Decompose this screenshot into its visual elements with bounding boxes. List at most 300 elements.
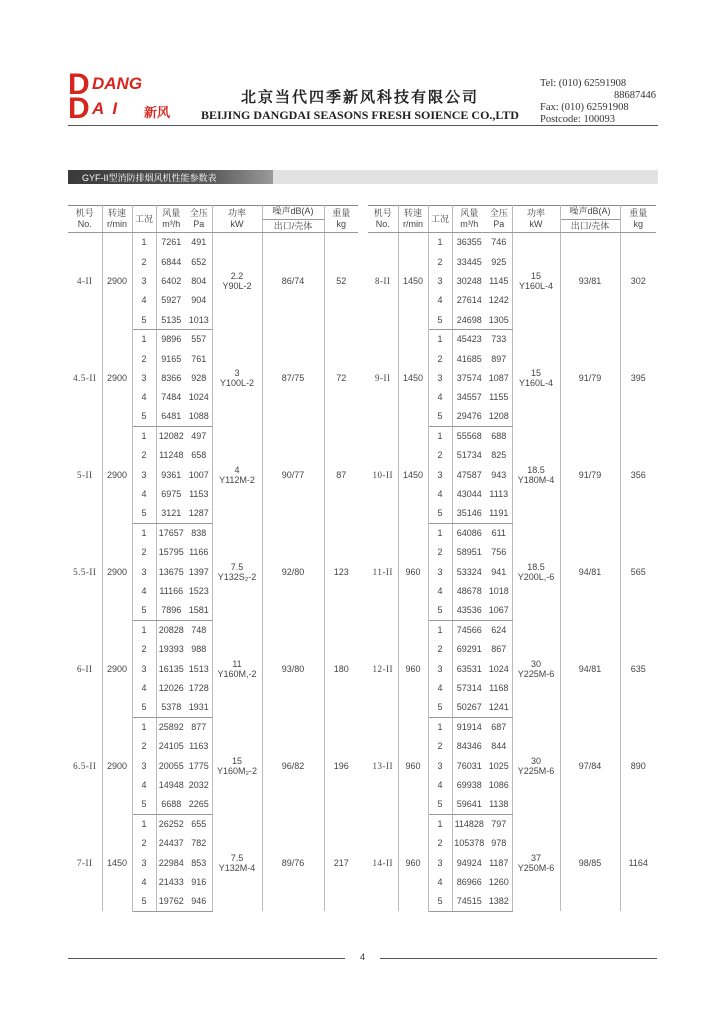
fan-model: 5-II [68,426,102,523]
motor-type: Y160M,-2 [217,668,257,679]
total-pressure: 1260 [486,872,512,891]
total-pressure: 928 [186,368,212,387]
total-pressure: 655 [186,814,212,833]
fan-speed: 960 [398,523,428,620]
air-flow: 14948 [158,780,184,791]
contact-postcode: Postcode: 100093 [540,114,615,125]
air-flow: 58951 [456,547,482,558]
fan-speed: 2900 [102,523,132,620]
air-flow: 59641 [452,795,486,814]
condition-no: 1 [132,233,156,252]
air-flow: 19762 [156,892,186,911]
air-flow: 24698 [452,310,486,329]
company-name-en: BEIJING DANGDAI SEASONS FRESH SOIENCE CO.,LTD [201,108,519,122]
fan-weight: 217 [333,857,349,868]
table-row [68,717,358,736]
fan-weight: 635 [630,663,646,674]
total-pressure: 1581 [186,601,212,620]
table-body-right [368,233,656,912]
fan-weight: 356 [630,469,646,480]
col-header-noise: 噪声dB(A) 出口/壳体 [262,206,324,233]
col-header-condition: 工况 [132,206,156,233]
total-pressure: 497 [186,426,212,445]
condition-no: 3 [428,853,452,872]
total-pressure: 946 [186,892,212,911]
air-flow: 57314 [456,683,482,694]
total-pressure: 1242 [486,291,512,310]
total-pressure: 838 [186,523,212,542]
col-header-flow: 风量 m³/h [156,206,186,233]
condition-no: 1 [428,717,452,736]
motor-power [212,523,262,620]
air-flow: 11248 [159,450,184,461]
motor-type: Y200L,-6 [517,571,555,582]
total-pressure: 1163 [186,737,212,756]
power-kw: 30 [530,658,541,669]
logo-text-ai: A I [92,99,120,118]
performance-table-left [68,205,358,912]
noise-level: 94/81 [560,620,620,717]
condition-no: 3 [132,853,156,872]
air-flow: 5927 [161,295,182,306]
air-flow: 33445 [456,256,482,267]
total-pressure: 624 [486,620,512,639]
total-pressure: 1025 [486,756,512,775]
fan-model: 6.5-II [68,717,102,814]
power-kw: 18.5 [527,464,545,475]
condition-no: 4 [132,775,156,794]
motor-power [212,233,262,330]
company-name-cn: 北京当代四季新风科技有限公司 [240,90,479,106]
fan-speed: 960 [398,814,428,911]
motor-type: Y160L-4 [518,377,554,388]
condition-no: 1 [428,426,452,445]
noise-level: 93/80 [262,620,324,717]
total-pressure: 1013 [186,310,212,329]
motor-power [512,620,560,717]
total-pressure: 1113 [486,485,512,504]
fan-speed: 1450 [398,426,428,523]
condition-no: 1 [428,523,452,542]
total-pressure: 941 [486,562,512,581]
total-pressure: 1382 [486,892,512,911]
power-kw: 18.5 [527,561,545,572]
motor-type: Y180M-4 [517,474,555,485]
air-flow: 36355 [456,237,482,248]
noise-level: 89/76 [262,814,324,911]
total-pressure: 1088 [186,407,212,426]
motor-type: Y160M₂-2 [216,765,257,776]
total-pressure: 804 [186,271,212,290]
condition-no: 3 [428,756,452,775]
total-pressure: 1775 [186,756,212,775]
total-pressure: 1931 [186,698,212,717]
performance-table-right [368,205,656,912]
condition-no: 2 [428,543,452,562]
condition-no: 2 [428,640,452,659]
col-header-power: 功率 kW [212,206,262,233]
fan-speed: 2900 [102,620,132,717]
condition-no: 5 [132,310,156,329]
total-pressure: 916 [186,872,212,891]
condition-no: 2 [132,737,156,756]
fan-model: 6-II [68,620,102,717]
air-flow: 12082 [158,431,184,442]
air-flow: 13675 [158,566,184,577]
total-pressure: 1086 [486,775,512,794]
condition-no: 2 [132,640,156,659]
col-header-noise: 噪声dB(A) 出口/壳体 [560,206,620,233]
air-flow: 74515 [452,892,486,911]
condition-no: 3 [132,271,156,290]
fan-model: 7-II [68,814,102,911]
motor-type: Y225M-6 [517,765,555,776]
air-flow: 76031 [456,760,482,771]
noise-level: 94/81 [560,523,620,620]
total-pressure: 658 [186,446,212,465]
fan-weight: 890 [630,760,646,771]
air-flow: 69938 [456,780,482,791]
condition-no: 4 [428,678,452,697]
motor-power [212,620,262,717]
table-row [368,717,656,736]
total-pressure: 1138 [486,795,512,814]
noise-level: 97/84 [560,717,620,814]
condition-no: 5 [132,795,156,814]
condition-no: 4 [428,775,452,794]
air-flow: 69291 [456,644,482,655]
condition-no: 5 [428,310,452,329]
condition-no: 2 [428,737,452,756]
fan-model: 12-II [368,620,398,717]
table-row [368,523,656,542]
condition-no: 2 [428,834,452,853]
total-pressure: 1153 [186,485,212,504]
air-flow: 34557 [456,392,482,403]
condition-no: 4 [132,872,156,891]
condition-no: 3 [428,659,452,678]
condition-no: 1 [132,814,156,833]
condition-no: 4 [132,291,156,310]
motor-power [212,814,262,911]
air-flow: 63531 [456,663,482,674]
condition-no: 3 [428,562,452,581]
motor-type: Y250M-6 [517,862,555,873]
table-row [68,523,358,542]
table-body-left [68,233,358,912]
condition-no: 5 [428,698,452,717]
power-kw: 11 [232,658,242,669]
col-header-weight: 重量 kg [620,206,656,233]
condition-no: 5 [428,504,452,523]
noise-level: 92/80 [262,523,324,620]
motor-type: Y100L-2 [219,377,255,388]
total-pressure: 1191 [486,504,512,523]
noise-level: 96/82 [262,717,324,814]
logo-letter-d-bottom: D [68,92,90,125]
fan-speed: 2900 [102,426,132,523]
air-flow: 25892 [158,722,184,733]
air-flow: 3121 [156,504,186,523]
air-flow: 17657 [158,528,184,539]
table-row [68,329,358,348]
air-flow: 43536 [452,601,486,620]
power-kw: 15 [530,271,541,282]
total-pressure: 1241 [486,698,512,717]
total-pressure: 746 [486,233,512,252]
air-flow: 43044 [456,489,482,500]
fan-model: 10-II [368,426,398,523]
motor-type: Y132M-4 [218,862,256,873]
total-pressure: 1513 [186,659,212,678]
section-title-bar [68,170,658,184]
motor-type: Y160L-4 [518,281,554,292]
air-flow: 91914 [456,722,482,733]
table-header-row [68,206,358,233]
motor-power [512,329,560,426]
fan-weight: 196 [333,760,349,771]
air-flow: 51734 [456,450,482,461]
air-flow: 35146 [452,504,486,523]
condition-no: 2 [132,834,156,853]
condition-no: 2 [428,252,452,271]
total-pressure: 688 [486,426,512,445]
fan-model: 4-II [68,233,102,330]
air-flow: 6688 [156,795,186,814]
total-pressure: 733 [486,329,512,348]
fan-model: 9-II [368,329,398,426]
total-pressure: 978 [486,834,512,853]
motor-type: Y225M-6 [517,668,555,679]
table-row [68,426,358,445]
total-pressure: 687 [486,717,512,736]
condition-no: 3 [132,756,156,775]
air-flow: 94924 [456,857,482,868]
air-flow: 29476 [452,407,486,426]
air-flow: 48678 [456,586,482,597]
footer-divider-left [68,958,345,959]
total-pressure: 1187 [486,853,512,872]
motor-power [212,329,262,426]
air-flow: 74566 [456,625,482,636]
condition-no: 5 [428,892,452,911]
air-flow: 55568 [456,431,482,442]
air-flow: 22984 [158,857,184,868]
power-kw: 7.5 [230,561,244,572]
condition-no: 4 [428,388,452,407]
condition-no: 1 [428,329,452,348]
air-flow: 19393 [158,644,184,655]
condition-no: 4 [132,678,156,697]
power-kw: 3 [234,367,240,378]
total-pressure: 877 [186,717,212,736]
fan-weight: 123 [333,566,349,577]
logo-text-dang: DANG [92,74,143,93]
total-pressure: 756 [486,543,512,562]
air-flow: 26252 [158,819,184,830]
fan-model: 5.5-II [68,523,102,620]
condition-no: 4 [132,582,156,601]
total-pressure: 652 [186,252,212,271]
col-header-speed: 转速 r/min [102,206,132,233]
motor-type: Y132S₂-2 [217,571,257,582]
motor-power [512,233,560,330]
total-pressure: 1024 [486,659,512,678]
power-kw: 4 [234,464,240,475]
fan-speed: 2900 [102,717,132,814]
total-pressure: 1018 [486,582,512,601]
fan-speed: 1450 [102,814,132,911]
fan-weight: 395 [630,372,646,383]
air-flow: 21433 [158,877,184,888]
table-row [368,620,656,639]
total-pressure: 2265 [186,795,212,814]
col-header-power: 功率 kW [512,206,560,233]
total-pressure: 1155 [486,388,512,407]
air-flow: 12026 [158,683,184,694]
col-header-condition: 工况 [428,206,452,233]
total-pressure: 844 [486,737,512,756]
company-logo [68,68,178,125]
fan-weight: 1164 [628,857,648,868]
col-header-flow: 风量 m³/h [452,206,486,233]
air-flow: 7261 [161,237,182,248]
total-pressure: 797 [486,814,512,833]
fan-speed: 2900 [102,233,132,330]
condition-no: 4 [132,388,156,407]
motor-power [512,523,560,620]
condition-no: 3 [132,562,156,581]
air-flow: 7484 [161,392,182,403]
table-row [68,814,358,833]
condition-no: 4 [428,485,452,504]
logo-text-cn: 新风 [144,105,171,120]
air-flow: 64086 [456,528,482,539]
condition-no: 3 [132,659,156,678]
total-pressure: 1024 [186,388,212,407]
total-pressure: 1305 [486,310,512,329]
condition-no: 2 [132,446,156,465]
air-flow: 7896 [156,601,186,620]
condition-no: 2 [428,446,452,465]
power-kw: 7.5 [230,852,244,863]
air-flow: 9361 [161,469,182,480]
total-pressure: 904 [186,291,212,310]
condition-no: 2 [428,349,452,368]
col-header-pressure: 全压 Pa [186,206,212,233]
air-flow: 6481 [156,407,186,426]
power-kw: 2.2 [230,271,244,282]
motor-power [212,426,262,523]
table-row [368,233,656,252]
section-title: GYF-II型消防排烟风机性能参数表 [82,173,217,183]
condition-no: 1 [132,717,156,736]
air-flow: 105378 [454,838,485,849]
total-pressure: 897 [486,349,512,368]
air-flow: 15795 [158,547,184,558]
fan-speed: 960 [398,620,428,717]
fan-speed: 1450 [398,233,428,330]
footer-divider-right [380,958,657,959]
motor-type: Y90L-2 [222,281,252,292]
condition-no: 5 [428,601,452,620]
air-flow: 47587 [456,469,482,480]
condition-no: 4 [428,582,452,601]
condition-no: 2 [132,252,156,271]
total-pressure: 1087 [486,368,512,387]
condition-no: 2 [132,543,156,562]
fan-weight: 565 [630,566,646,577]
condition-no: 5 [132,504,156,523]
condition-no: 3 [428,271,452,290]
air-flow: 5378 [156,698,186,717]
air-flow: 16135 [158,663,184,674]
air-flow: 8366 [161,372,182,383]
condition-no: 5 [428,795,452,814]
condition-no: 4 [428,872,452,891]
table-row [68,620,358,639]
condition-no: 3 [428,465,452,484]
air-flow: 9896 [161,334,182,345]
total-pressure: 611 [486,523,512,542]
total-pressure: 1208 [486,407,512,426]
col-header-pressure: 全压 Pa [486,206,512,233]
condition-no: 3 [132,465,156,484]
power-kw: 30 [530,755,541,766]
condition-no: 3 [428,368,452,387]
total-pressure: 825 [486,446,512,465]
condition-no: 1 [132,523,156,542]
fan-speed: 2900 [102,329,132,426]
col-header-model: 机号 No. [68,206,102,233]
air-flow: 24105 [158,741,184,752]
air-flow: 41685 [456,353,482,364]
fan-weight: 180 [333,663,349,674]
table-row [368,814,656,833]
fan-weight: 72 [336,372,347,383]
air-flow: 37574 [456,372,482,383]
condition-no: 4 [428,291,452,310]
noise-level: 86/74 [262,233,324,330]
total-pressure: 988 [186,640,212,659]
motor-type: Y112M-2 [219,474,255,485]
fan-model: 13-II [368,717,398,814]
air-flow: 53324 [456,566,482,577]
contact-fax: Fax: (010) 62591908 [540,102,629,113]
motor-power [212,717,262,814]
condition-no: 5 [132,892,156,911]
col-header-speed: 转速 r/min [398,206,428,233]
noise-level: 98/85 [560,814,620,911]
fan-weight: 52 [336,276,347,287]
page-number: 4 [359,952,365,962]
table-row [68,233,358,252]
air-flow: 20828 [158,625,184,636]
air-flow: 5135 [156,310,186,329]
condition-no: 5 [132,601,156,620]
total-pressure: 761 [186,349,212,368]
condition-no: 2 [132,349,156,368]
air-flow: 9165 [161,353,182,364]
fan-speed: 960 [398,717,428,814]
motor-power [512,426,560,523]
condition-no: 1 [132,620,156,639]
total-pressure: 1728 [186,678,212,697]
fan-model: 4.5-II [68,329,102,426]
power-kw: 15 [231,755,242,766]
fan-model: 14-II [368,814,398,911]
air-flow: 50267 [452,698,486,717]
